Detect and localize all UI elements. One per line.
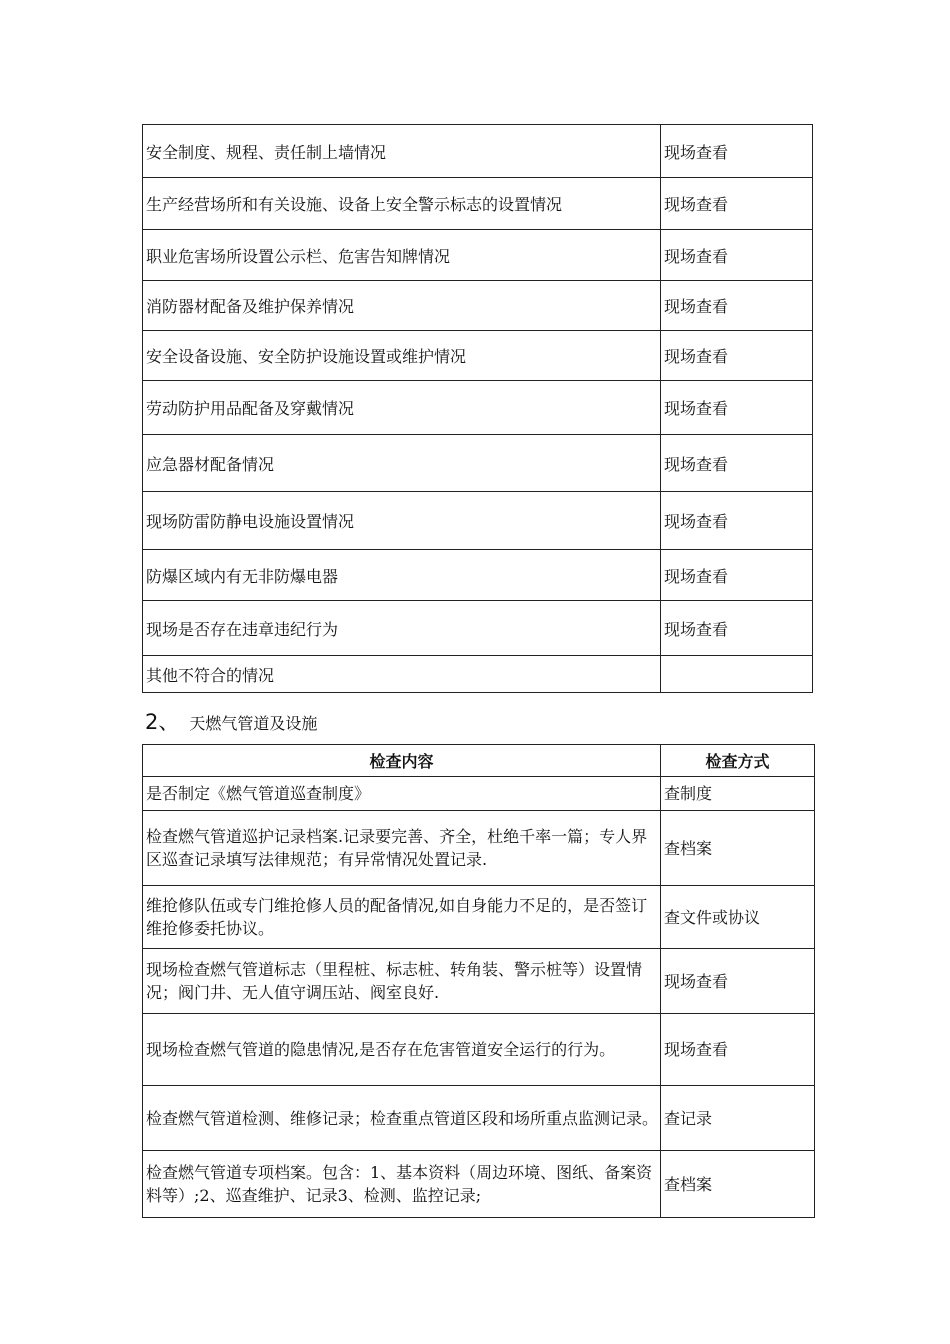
inspection-method: 现场查看 [661, 230, 813, 281]
section-heading [145, 706, 317, 736]
table-row [143, 331, 813, 381]
inspection-item: 防爆区域内有无非防爆电器 [143, 550, 661, 601]
inspection-item: 维抢修队伍或专门维抢修人员的配备情况,如自身能力不足的，是否签订维抢修委托协议。 [143, 886, 661, 949]
inspection-method: 现场查看 [661, 381, 813, 435]
inspection-item: 检查燃气管道专项档案。包含：1、基本资料（周边环境、图纸、备案资料等）;2、巡查维护、记录3、检测、监控记录; [143, 1151, 661, 1218]
section-number: 2、 [145, 710, 180, 734]
inspection-item: 其他不符合的情况 [143, 656, 661, 693]
inspection-method: 现场查看 [661, 331, 813, 381]
table-row [143, 886, 815, 949]
inspection-item: 现场检查燃气管道的隐患情况,是否存在危害管道安全运行的行为。 [143, 1014, 661, 1086]
inspection-method: 查档案 [661, 1151, 815, 1218]
inspection-item: 现场是否存在违章违纪行为 [143, 601, 661, 656]
inspection-item: 安全设备设施、安全防护设施设置或维护情况 [143, 331, 661, 381]
inspection-item: 安全制度、规程、责任制上墙情况 [143, 125, 661, 178]
table-row [143, 656, 813, 693]
inspection-method: 现场查看 [661, 550, 813, 601]
inspection-item: 生产经营场所和有关设施、设备上安全警示标志的设置情况 [143, 178, 661, 230]
inspection-method: 现场查看 [661, 492, 813, 550]
table-row [143, 178, 813, 230]
inspection-item: 职业危害场所设置公示栏、危害告知牌情况 [143, 230, 661, 281]
site-inspection-table [142, 124, 813, 693]
header-content: 检查内容 [143, 745, 661, 777]
table-row [143, 1151, 815, 1218]
inspection-item: 检查燃气管道检测、维修记录；检查重点管道区段和场所重点监测记录。 [143, 1086, 661, 1151]
inspection-method: 现场查看 [661, 435, 813, 492]
inspection-item: 应急器材配备情况 [143, 435, 661, 492]
table-row [143, 601, 813, 656]
table-row [143, 230, 813, 281]
table-row [143, 1086, 815, 1151]
table-header-row [143, 745, 815, 777]
inspection-item: 劳动防护用品配备及穿戴情况 [143, 381, 661, 435]
table-row [143, 949, 815, 1014]
inspection-method: 现场查看 [661, 601, 813, 656]
inspection-method: 现场查看 [661, 949, 815, 1014]
table-row [143, 1014, 815, 1086]
inspection-item: 现场检查燃气管道标志（里程桩、标志桩、转角装、警示桩等）设置情况；阀门井、无人值守调压站、阀室良好. [143, 949, 661, 1014]
inspection-item: 是否制定《燃气管道巡查制度》 [143, 777, 661, 811]
table-row [143, 777, 815, 811]
section-title: 天燃气管道及设施 [189, 714, 318, 733]
header-method: 检查方式 [661, 745, 815, 777]
table-row [143, 492, 813, 550]
table-row [143, 811, 815, 886]
table-row [143, 381, 813, 435]
inspection-item: 消防器材配备及维护保养情况 [143, 281, 661, 331]
gas-pipeline-inspection-table [142, 744, 815, 1218]
table-row [143, 281, 813, 331]
inspection-method: 查文件或协议 [661, 886, 815, 949]
inspection-item: 检查燃气管道巡护记录档案.记录要完善、齐全，杜绝千率一篇；专人界区巡查记录填写法律规范；有异常情况处置记录. [143, 811, 661, 886]
inspection-method: 现场查看 [661, 178, 813, 230]
inspection-item: 现场防雷防静电设施设置情况 [143, 492, 661, 550]
inspection-method: 现场查看 [661, 281, 813, 331]
inspection-method [661, 656, 813, 693]
table-row [143, 125, 813, 178]
inspection-method: 现场查看 [661, 1014, 815, 1086]
inspection-method: 查记录 [661, 1086, 815, 1151]
table-row [143, 435, 813, 492]
inspection-method: 查档案 [661, 811, 815, 886]
inspection-method: 现场查看 [661, 125, 813, 178]
table-row [143, 550, 813, 601]
inspection-method: 查制度 [661, 777, 815, 811]
